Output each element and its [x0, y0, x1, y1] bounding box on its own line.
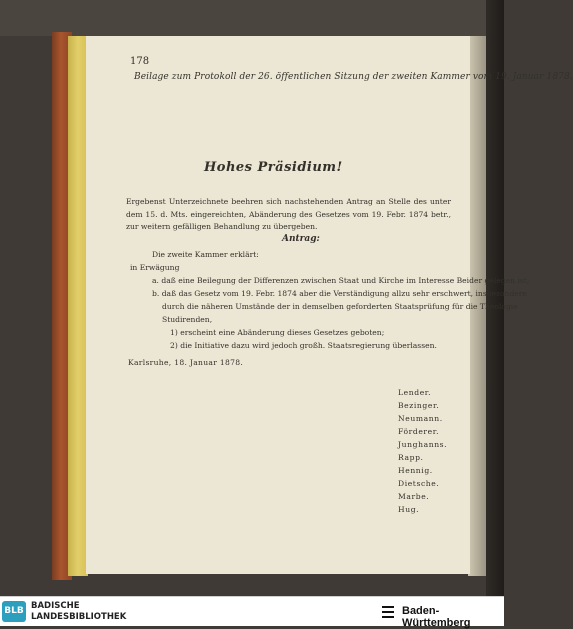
blb-logo[interactable]: BLB	[2, 601, 26, 622]
body-line: 2) die Initiative dazu wird jedoch großh. Staatsregierung überlassen.	[170, 341, 437, 350]
body-line: in Erwägung	[130, 263, 180, 272]
signature: Rapp.	[398, 453, 424, 462]
signature: Hennig.	[398, 466, 433, 475]
body-line: a. daß eine Beilegung der Differenzen zwischen Staat und Kirche im Interesse Beider gelegen ist;	[152, 276, 530, 285]
signature: Marbe.	[398, 492, 430, 501]
antrag-heading: Antrag:	[282, 234, 320, 244]
signature: Dietsche.	[398, 479, 440, 488]
document-page	[86, 36, 573, 574]
place-date: Karlsruhe, 18. Januar 1878.	[128, 358, 244, 367]
body-line: Die zweite Kammer erklärt:	[152, 250, 259, 259]
page-number: 178	[130, 56, 150, 67]
viewer-footer	[0, 596, 504, 629]
body-line: b. daß das Gesetz vom 19. Febr. 1874 aber die Verständigung allzu sehr erschwert, insbesondere	[152, 289, 527, 298]
signature: Förderer.	[398, 427, 440, 436]
signature: Hug.	[398, 505, 420, 514]
scan-top-area	[0, 0, 504, 36]
signature: Bezinger.	[398, 401, 440, 410]
library-name-line2: LANDESBIBLIOTHEK	[31, 612, 127, 622]
lions-emblem-icon	[380, 603, 396, 621]
body-line: 1) erscheint eine Abänderung dieses Gesetzes geboten;	[170, 328, 385, 337]
intro-paragraph: Ergebenst Unterzeichnete beehren sich nachstehenden Antrag an Stelle des unter dem 15. d. Mts. eingereichten, Abänderung des Gesetzes vom 19. Febr. 1874 betr., zur weitern gefälligen Behandlung zu übergeben.	[126, 197, 451, 231]
body-line: durch die näheren Umstände der in demselben geforderten Staatsprüfung für die Theologie	[162, 302, 518, 311]
library-name[interactable]	[31, 601, 126, 623]
page-header: Beilage zum Protokoll der 26. öffentlichen Sitzung der zweiten Kammer vom 19. Januar 1878.	[134, 72, 573, 82]
scan-right-area	[486, 0, 504, 596]
page-title: Hohes Präsidium!	[204, 160, 343, 175]
signature: Junghanns.	[398, 440, 448, 449]
signature: Neumann.	[398, 414, 443, 423]
gilt-page-edge	[68, 36, 88, 576]
library-name-line1: BADISCHE	[31, 601, 80, 611]
state-name[interactable]: Baden-Württemberg	[402, 605, 471, 629]
signature: Lender.	[398, 388, 432, 397]
body-line: Studirenden,	[162, 315, 213, 324]
